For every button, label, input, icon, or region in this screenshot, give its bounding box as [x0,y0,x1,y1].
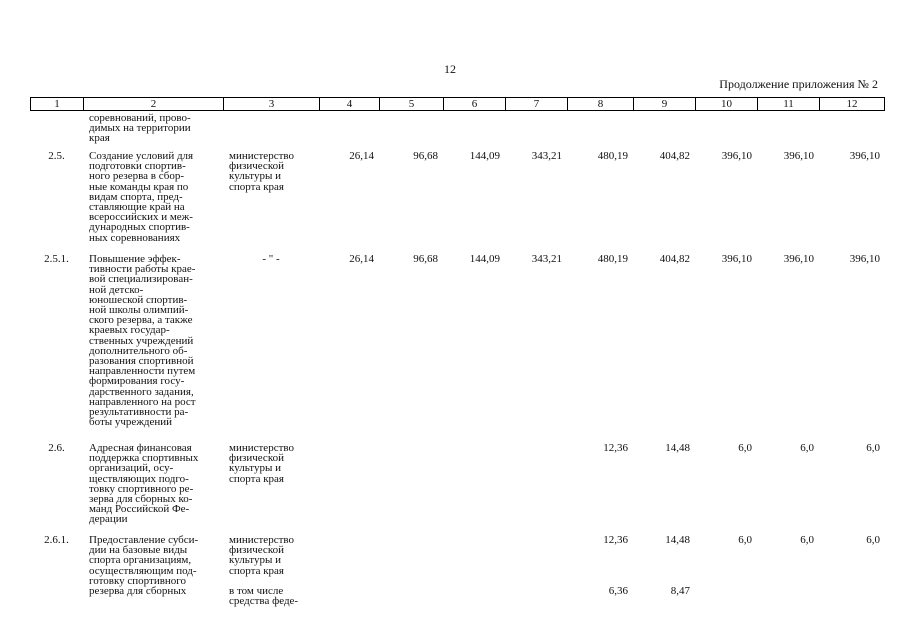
row-organization [229,586,298,606]
row-number: 2.6.1. [44,534,69,546]
row-organization [229,443,294,484]
row-name [89,443,198,525]
row-name-line: края [89,132,110,145]
value-col-4: 26,14 [349,253,374,265]
header-col-9: 9 [633,98,695,111]
row-name-line: Повышение эффек- [89,253,181,265]
row-name-line: юношеской спортив- [89,293,188,306]
row-organization-line: физической [229,452,284,465]
value-col-9: 14,48 [665,534,690,546]
row-name-line: вой специализирован- [89,273,193,286]
row-name-line: товку спортивного ре- [89,482,194,495]
row-name-line: Предоставление субси- [89,534,199,546]
value-col-7: 343,21 [531,253,562,265]
row-name-line: ной детско- [89,283,144,296]
row-organization-line: культуры и [229,554,281,567]
header-col-7: 7 [505,98,567,111]
row-organization-line: в том числе [229,585,284,597]
row-name-line: ного резерва в сбор- [89,170,185,183]
row-name-line: подготовки спортив- [89,160,186,173]
header-col-8: 8 [567,98,633,111]
row-name-line: зерва для сборных ко- [89,493,193,506]
value-col-10: 6,0 [738,534,752,546]
row-number: 2.5. [48,150,65,162]
page-number: 12 [444,62,456,76]
row-name-line: тивности работы крае- [89,263,196,276]
row-name [89,151,193,243]
header-col-5: 5 [379,98,443,111]
value-col-10: 396,10 [721,150,752,162]
row-name-line: дарственного задания, [89,385,194,398]
row-name-line: дии на базовые виды [89,544,188,557]
row-name-line: направленности путем [89,365,196,378]
row-name-line: ные команды края по [89,180,189,193]
row-organization-line: физической [229,544,284,557]
header-col-11: 11 [757,98,819,111]
header-col-6: 6 [443,98,505,111]
value-col-8: 12,36 [603,442,628,454]
value-col-12: 6,0 [866,534,880,546]
row-organization-line: министерство [229,534,295,546]
row-organization-line: спорта края [229,472,284,485]
value-col-6: 144,09 [469,150,500,162]
value-col-10: 6,0 [738,442,752,454]
row-organization-line: культуры и [229,170,281,183]
row-name-line: боты учреждений [89,416,173,429]
row-name-line: Создание условий для [89,150,194,162]
row-name-line: дополнительного об- [89,344,188,357]
row-name-line: Адресная финансовая [89,442,192,454]
row-name-line: спорта организациям, [89,554,192,567]
row-organization [229,151,294,192]
continuation-label: Продолжение приложения № 2 [719,77,878,91]
value-col-9: 404,82 [659,150,690,162]
row-name-line: осуществляющим под- [89,564,197,577]
value-col-9: 14,48 [665,442,690,454]
value-col-9: 8,47 [670,585,690,597]
value-col-9: 404,82 [659,253,690,265]
row-name-line: димых на территории [89,122,191,135]
value-col-12: 6,0 [866,442,880,454]
row-name-line: ставляющие край на [89,201,185,214]
row-name-line: дерации [89,513,128,526]
row-name-line: соревнований, прово- [89,112,191,124]
value-col-8: 480,19 [597,253,628,265]
value-col-10: 396,10 [721,253,752,265]
row-name-line: результативности ра- [89,406,189,419]
budget-table [30,97,885,640]
value-col-8: 480,19 [597,150,628,162]
value-col-12: 396,10 [849,253,880,265]
row-name-line: организаций, осу- [89,462,174,475]
value-col-5: 96,68 [413,253,438,265]
row-name-line: ского резерва, а также [89,314,193,327]
row-organization-line: спорта края [229,180,284,193]
header-col-2: 2 [83,98,223,111]
value-col-8: 6,36 [608,585,628,597]
value-col-7: 343,21 [531,150,562,162]
row-name-line: краевых государ- [89,324,170,337]
row-number: 2.6. [48,442,65,454]
row-name-line: ственных учреждений [89,334,194,347]
row-name-line: видам спорта, пред- [89,190,183,203]
header-col-4: 4 [319,98,379,111]
header-col-10: 10 [695,98,757,111]
row-organization-line: средства феде- [229,595,299,608]
row-name [89,535,198,596]
row-name-line: разования спортивной [89,355,194,368]
header-col-12: 12 [819,98,885,111]
header-col-3: 3 [223,98,319,111]
value-col-5: 96,68 [413,150,438,162]
value-col-6: 144,09 [469,253,500,265]
row-organization-line: спорта края [229,564,284,577]
row-name-line: резерва для сборных [89,585,187,598]
row-name-line: готовку спортивного [89,574,187,587]
row-name [89,113,191,144]
value-col-12: 396,10 [849,150,880,162]
row-name-line: ществляющих подго- [89,472,189,485]
value-col-11: 396,10 [783,150,814,162]
row-name-line: формирования госу- [89,375,185,388]
row-name-line: манд Российской Фе- [89,503,190,516]
row-name-line: дународных спортив- [89,221,190,234]
value-col-8: 12,36 [603,534,628,546]
row-organization-line: - " - [262,253,280,265]
row-organization-line: культуры и [229,462,281,475]
value-col-11: 6,0 [800,534,814,546]
row-name [89,254,196,427]
row-name-line: направленного на рост [89,395,196,408]
row-name-line: всероссийских и меж- [89,211,193,224]
value-col-4: 26,14 [349,150,374,162]
row-name-line: поддержка спортивных [89,452,199,465]
row-name-line: ных соревнованиях [89,231,181,244]
row-organization [229,535,294,576]
row-name-line: ной школы олимпий- [89,304,189,317]
value-col-11: 6,0 [800,442,814,454]
header-col-1: 1 [30,98,83,111]
row-organization-line: министерство [229,150,295,162]
row-number: 2.5.1. [44,253,69,265]
row-organization-line: министерство [229,442,295,454]
table-header-row [30,97,885,111]
value-col-11: 396,10 [783,253,814,265]
row-organization [223,254,319,264]
row-organization-line: физической [229,160,284,173]
